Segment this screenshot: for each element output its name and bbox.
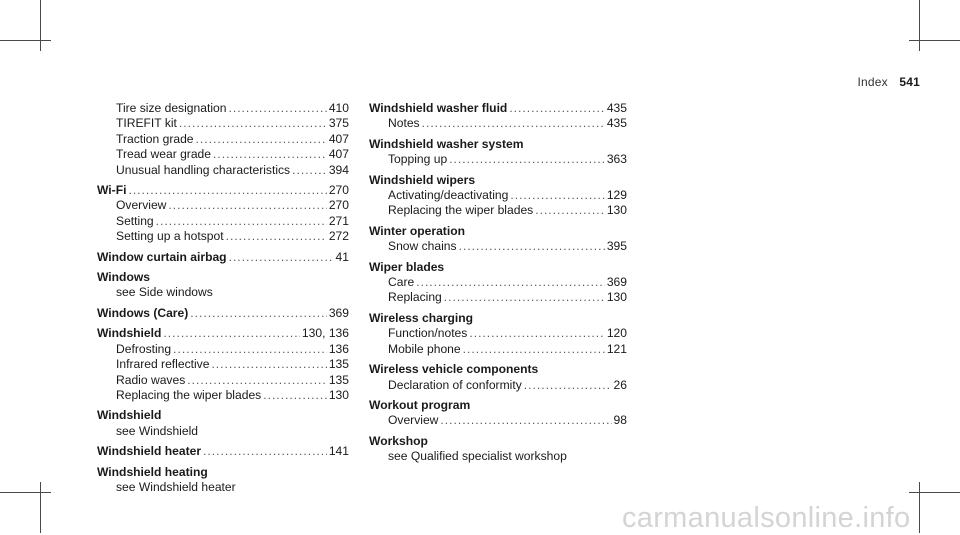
page-reference: 130 — [606, 203, 627, 218]
dot-leader — [226, 229, 327, 244]
heading-label: Workshop — [369, 433, 428, 448]
index-entry — [369, 398, 627, 429]
index-subentry — [369, 152, 627, 167]
page-reference: 394 — [328, 162, 349, 177]
subentry-label: Mobile phone — [388, 341, 461, 356]
dot-leader — [190, 306, 327, 321]
heading-label: Wiper blades — [369, 259, 445, 274]
crop-mark — [919, 0, 920, 51]
subentry-label: Replacing the wiper blades — [116, 387, 262, 402]
subentry-label: Function/notes — [388, 326, 468, 341]
heading-label: Windshield heater — [97, 444, 202, 459]
subentry-label: Unusual handling characteristics — [116, 162, 291, 177]
page-reference: 26 — [613, 377, 627, 392]
index-entry — [369, 101, 627, 132]
index-heading — [97, 183, 349, 198]
page-number: 541 — [899, 75, 920, 89]
page-reference: 407 — [328, 147, 349, 162]
index-subentry — [97, 132, 349, 147]
heading-label: Window curtain airbag — [97, 249, 227, 264]
dot-leader — [292, 163, 327, 178]
index-subentry — [97, 198, 349, 213]
dot-leader — [187, 373, 327, 388]
index-subentry — [369, 326, 627, 341]
page-reference: 410 — [328, 101, 349, 115]
index-subentry — [369, 342, 627, 357]
index-subentry — [97, 229, 349, 244]
crop-mark — [909, 40, 960, 41]
index-entry — [369, 362, 627, 393]
index-subentry — [369, 275, 627, 290]
subentry-label: Infrared reflective — [116, 357, 210, 372]
heading-label: Windows — [97, 270, 150, 285]
subentry-label: Declaration of conformity — [388, 377, 522, 392]
index-heading — [369, 224, 627, 239]
section-title: Index — [857, 75, 888, 89]
index-subentry — [97, 480, 349, 495]
index-entry — [369, 224, 627, 255]
crop-mark — [919, 482, 920, 533]
page-header — [857, 75, 920, 89]
index-heading — [97, 250, 349, 265]
dot-leader — [463, 342, 605, 357]
dot-leader — [459, 239, 605, 254]
dot-leader — [416, 275, 605, 290]
index-heading — [369, 173, 627, 188]
page-reference: 136 — [328, 341, 349, 356]
index-entry — [97, 465, 349, 496]
subentry-label: Overview — [388, 413, 439, 428]
page-reference: 130, 136 — [301, 326, 349, 341]
dot-leader — [524, 378, 612, 393]
dot-leader — [173, 342, 327, 357]
heading-label: Windshield heating — [97, 464, 208, 479]
page-reference: 135 — [328, 372, 349, 387]
subentry-label: Topping up — [388, 152, 448, 167]
dot-leader — [168, 198, 326, 213]
subentry-label: Traction grade — [116, 131, 194, 146]
index-subentry — [97, 116, 349, 131]
crop-mark — [0, 40, 51, 41]
heading-label: Windshield — [97, 408, 162, 423]
subentry-label: Activating/deactivating — [388, 188, 509, 203]
index-subentry — [97, 147, 349, 162]
index-heading — [97, 444, 349, 459]
index-subentry — [97, 373, 349, 388]
heading-label: Windows (Care) — [97, 305, 189, 320]
index-subentry — [369, 203, 627, 218]
subentry-label: Defrosting — [116, 341, 172, 356]
index-heading — [97, 306, 349, 321]
index-column-right — [369, 101, 627, 470]
crop-mark — [909, 492, 960, 493]
index-entry — [97, 101, 349, 178]
page-reference: 141 — [328, 444, 349, 459]
page-reference: 363 — [606, 152, 627, 167]
index-entry — [97, 270, 349, 301]
index-subentry — [97, 424, 349, 439]
index-entry — [97, 250, 349, 265]
heading-label: Windshield — [97, 326, 162, 341]
page-reference: 121 — [606, 341, 627, 356]
index-subentry — [97, 163, 349, 178]
index-entry — [97, 408, 349, 439]
dot-leader — [263, 388, 327, 403]
heading-label: Workout program — [369, 397, 471, 412]
page-reference: 369 — [328, 305, 349, 320]
page-reference: 435 — [606, 101, 627, 115]
dot-leader — [535, 203, 605, 218]
subentry-label: Tread wear grade — [116, 147, 212, 162]
page-reference: 120 — [606, 326, 627, 341]
index-subentry — [369, 290, 627, 305]
heading-label: Windshield wipers — [369, 172, 476, 187]
index-subentry — [97, 357, 349, 372]
dot-leader — [449, 152, 605, 167]
dot-leader — [440, 413, 611, 428]
page-reference: 41 — [335, 249, 349, 264]
dot-leader — [229, 250, 334, 265]
index-heading — [97, 270, 349, 285]
subentry-label: Notes — [388, 116, 420, 131]
index-subentry — [97, 388, 349, 403]
index-entry — [97, 444, 349, 459]
dot-leader — [196, 132, 327, 147]
index-entry — [369, 137, 627, 168]
index-heading — [369, 260, 627, 275]
subentry-label: see Windshield — [116, 423, 199, 438]
subentry-label: TIREFIT kit — [116, 116, 177, 131]
index-heading — [97, 326, 349, 341]
dot-leader — [163, 326, 300, 341]
dot-leader — [422, 116, 605, 131]
subentry-label: Setting — [116, 213, 154, 228]
subentry-label: Radio waves — [116, 372, 186, 387]
heading-label: Winter operation — [369, 223, 465, 238]
index-entry — [97, 183, 349, 245]
dot-leader — [128, 183, 326, 198]
heading-label: Wireless vehicle components — [369, 362, 539, 377]
dot-leader — [444, 290, 605, 305]
index-subentry — [369, 378, 627, 393]
page-reference: 270 — [328, 198, 349, 213]
page-reference: 98 — [613, 413, 627, 428]
index-heading — [97, 408, 349, 423]
page-reference: 272 — [328, 229, 349, 244]
index-subentry — [369, 116, 627, 131]
crop-mark — [40, 0, 41, 51]
crop-mark — [0, 492, 51, 493]
index-subentry — [369, 239, 627, 254]
index-subentry — [97, 285, 349, 300]
subentry-label: Setting up a hotspot — [116, 229, 224, 244]
page-reference: 407 — [328, 131, 349, 146]
subentry-label: Overview — [116, 198, 167, 213]
heading-label: Wi-Fi — [97, 183, 127, 198]
page-reference: 135 — [328, 357, 349, 372]
crop-mark — [40, 482, 41, 533]
page-reference: 271 — [328, 213, 349, 228]
index-entry — [97, 306, 349, 321]
page-reference: 130 — [328, 387, 349, 402]
dot-leader — [469, 326, 604, 341]
page-reference: 130 — [606, 290, 627, 305]
index-entry — [369, 434, 627, 465]
index-subentry — [97, 101, 349, 116]
index-heading — [97, 465, 349, 480]
heading-label: Windshield washer system — [369, 136, 524, 151]
index-subentry — [97, 214, 349, 229]
dot-leader — [203, 444, 327, 459]
subentry-label: see Qualified specialist workshop — [388, 449, 567, 464]
page-reference: 270 — [328, 183, 349, 198]
index-subentry — [97, 342, 349, 357]
index-entry — [369, 173, 627, 219]
page-reference: 369 — [606, 275, 627, 290]
subentry-label: Tire size designation — [116, 101, 227, 115]
index-subentry — [369, 188, 627, 203]
index-heading — [369, 101, 627, 116]
subentry-label: Snow chains — [388, 239, 457, 254]
dot-leader — [228, 101, 326, 116]
dot-leader — [211, 357, 326, 372]
page-reference: 129 — [606, 188, 627, 203]
dot-leader — [509, 101, 605, 116]
index-entry — [369, 260, 627, 306]
index-heading — [369, 311, 627, 326]
subentry-label: Replacing — [388, 290, 442, 305]
subentry-label: see Side windows — [116, 285, 213, 300]
subentry-label: Replacing the wiper blades — [388, 203, 534, 218]
index-column-left — [97, 101, 349, 500]
watermark: carmanualsonline.info — [622, 502, 911, 534]
dot-leader — [156, 214, 327, 229]
index-heading — [369, 434, 627, 449]
page-reference: 395 — [606, 239, 627, 254]
index-subentry — [369, 413, 627, 428]
subentry-label: Care — [388, 275, 415, 290]
dot-leader — [510, 188, 604, 203]
subentry-label: see Windshield heater — [116, 479, 236, 494]
dot-leader — [213, 147, 327, 162]
page-reference: 435 — [606, 116, 627, 131]
index-entry — [97, 326, 349, 403]
index-subentry — [369, 449, 627, 464]
index-heading — [369, 137, 627, 152]
index-heading — [369, 362, 627, 377]
page-reference: 375 — [328, 116, 349, 131]
dot-leader — [179, 116, 327, 131]
heading-label: Windshield washer fluid — [369, 101, 508, 115]
index-heading — [369, 398, 627, 413]
index-entry — [369, 311, 627, 357]
heading-label: Wireless charging — [369, 310, 474, 325]
